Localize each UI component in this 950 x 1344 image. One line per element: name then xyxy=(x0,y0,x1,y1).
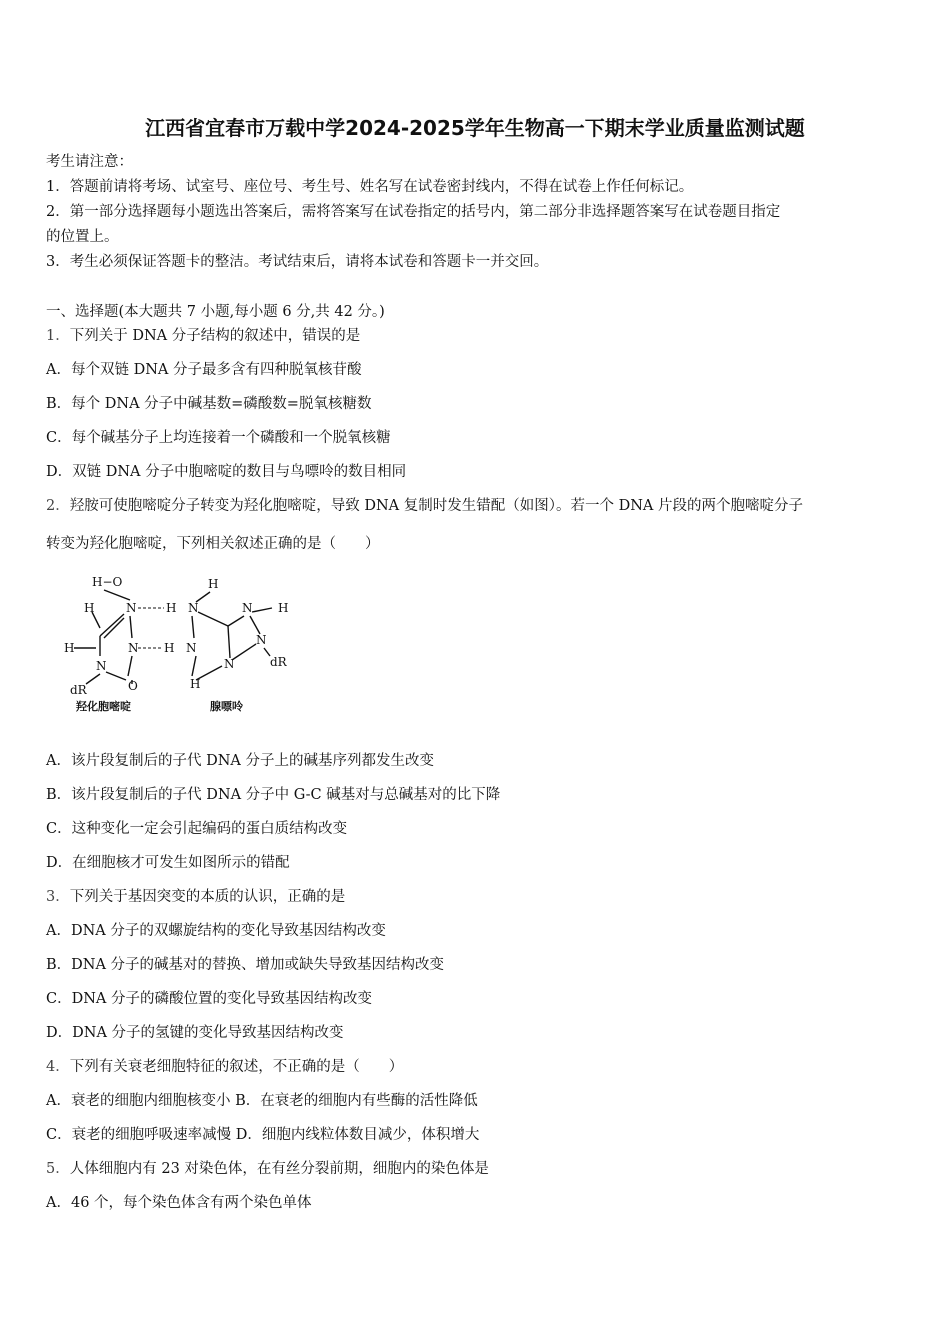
question-2 xyxy=(46,496,803,516)
q4-option-d: D．细胞内线粒体数目减少，体积增大 xyxy=(235,1127,480,1143)
notice-item-3: 3．考生必须保证答题卡的整洁。考试结束后，请将本试卷和答题卡一并交回。 xyxy=(46,254,549,270)
atom-label: N xyxy=(242,601,253,615)
q1-option-d: D．双链 DNA 分子中胞嘧啶的数目与鸟嘌呤的数目相同 xyxy=(46,464,407,480)
question-3 xyxy=(46,887,345,907)
atom-label: N xyxy=(256,633,267,647)
q3-option-b: B．DNA 分子的碱基对的替换、增加或缺失导致基因结构改变 xyxy=(46,957,445,973)
q1-option-a: A．每个双链 DNA 分子最多含有四种脱氧核苷酸 xyxy=(46,362,362,378)
atom-label: H xyxy=(164,641,175,655)
question-5 xyxy=(46,1159,489,1179)
question-stem: 下列关于 DNA 分子结构的叙述中，错误的是 xyxy=(69,328,361,344)
atom-label: N xyxy=(128,641,139,655)
q3-option-c: C．DNA 分子的磷酸位置的变化导致基因结构改变 xyxy=(46,991,372,1007)
atom-label: H xyxy=(166,601,177,615)
question-stem: 下列有关衰老细胞特征的叙述，不正确的是（ ） xyxy=(69,1059,404,1075)
q4-option-b: B．在衰老的细胞内有些酶的活性降低 xyxy=(235,1093,478,1109)
exam-title: 江西省宜春市万载中学2024-2025学年生物高一下期末学业质量监测试题 xyxy=(145,116,805,140)
atom-label: H−O xyxy=(92,575,123,589)
q4-option-c: C．衰老的细胞呼吸速率减慢 xyxy=(46,1127,232,1143)
question-number: 5． xyxy=(46,1161,70,1177)
notice-heading: 考生请注意： xyxy=(46,154,133,170)
question-number: 2． xyxy=(46,498,70,514)
q4-options-row-2 xyxy=(46,1125,479,1145)
atom-label: dR xyxy=(270,655,287,669)
q4-options-row-1 xyxy=(46,1091,478,1111)
atom-label: N xyxy=(126,601,137,615)
question-stem: 下列关于基因突变的本质的认识，正确的是 xyxy=(69,889,346,905)
q1-option-c: C．每个碱基分子上均连接着一个磷酸和一个脱氧核糖 xyxy=(46,430,391,446)
notice-item-2-cont: 的位置上。 xyxy=(46,229,119,245)
question-number: 4． xyxy=(46,1059,70,1075)
atom-label: O xyxy=(128,679,138,693)
atom-label: N xyxy=(224,657,235,671)
question-number: 3． xyxy=(46,889,70,905)
base-pairing-diagram xyxy=(60,572,300,720)
q1-option-b: B．每个 DNA 分子中碱基数=磷酸数=脱氧核糖数 xyxy=(46,396,372,412)
question-stem: 羟胺可使胞嘧啶分子转变为羟化胞嘧啶，导致 DNA 复制时发生错配（如图）。若一个 DNA 片段的两个胞嘧啶分子 xyxy=(69,498,803,514)
q3-option-d: D．DNA 分子的氢键的变化导致基因结构改变 xyxy=(46,1025,344,1041)
question-4 xyxy=(46,1057,403,1077)
atom-label: H xyxy=(84,601,95,615)
q3-option-a: A．DNA 分子的双螺旋结构的变化导致基因结构改变 xyxy=(46,923,386,939)
atom-label: N xyxy=(186,641,197,655)
figure-label-left: 羟化胞嘧啶 xyxy=(76,700,131,713)
atom-label: H xyxy=(208,577,219,591)
q4-option-a: A．衰老的细胞内细胞核变小 xyxy=(46,1093,231,1109)
atom-label: H xyxy=(64,641,75,655)
notice-item-2: 2．第一部分选择题每小题选出答案后，需将答案写在试卷指定的括号内，第二部分非选择题答案写在试卷题目指定 xyxy=(46,204,781,220)
q2-option-d: D．在细胞核才可发生如图所示的错配 xyxy=(46,855,290,871)
question-number: 1． xyxy=(46,328,70,344)
question-stem: 人体细胞内有 23 对染色体，在有丝分裂前期，细胞内的染色体是 xyxy=(69,1161,489,1177)
q2-option-b: B．该片段复制后的子代 DNA 分子中 G-C 碱基对与总碱基对的比下降 xyxy=(46,787,501,803)
figure-label-right: 腺嘌呤 xyxy=(210,700,243,713)
atom-label: N xyxy=(96,659,107,673)
question-1 xyxy=(46,326,360,346)
q5-option-a: A．46 个，每个染色体含有两个染色单体 xyxy=(46,1195,312,1211)
atom-label: N xyxy=(188,601,199,615)
q2-option-a: A．该片段复制后的子代 DNA 分子上的碱基序列都发生改变 xyxy=(46,753,434,769)
section-heading: 一、选择题(本大题共 7 小题,每小题 6 分,共 42 分。) xyxy=(46,304,385,320)
atom-label: H xyxy=(278,601,289,615)
atom-label: H xyxy=(190,677,201,691)
atom-label: dR xyxy=(70,683,87,697)
question-2-cont: 转变为羟化胞嘧啶，下列相关叙述正确的是（ ） xyxy=(46,536,380,552)
q2-option-c: C．这种变化一定会引起编码的蛋白质结构改变 xyxy=(46,821,348,837)
notice-item-1: 1．答题前请将考场、试室号、座位号、考生号、姓名写在试卷密封线内，不得在试卷上作任何标记。 xyxy=(46,179,694,195)
